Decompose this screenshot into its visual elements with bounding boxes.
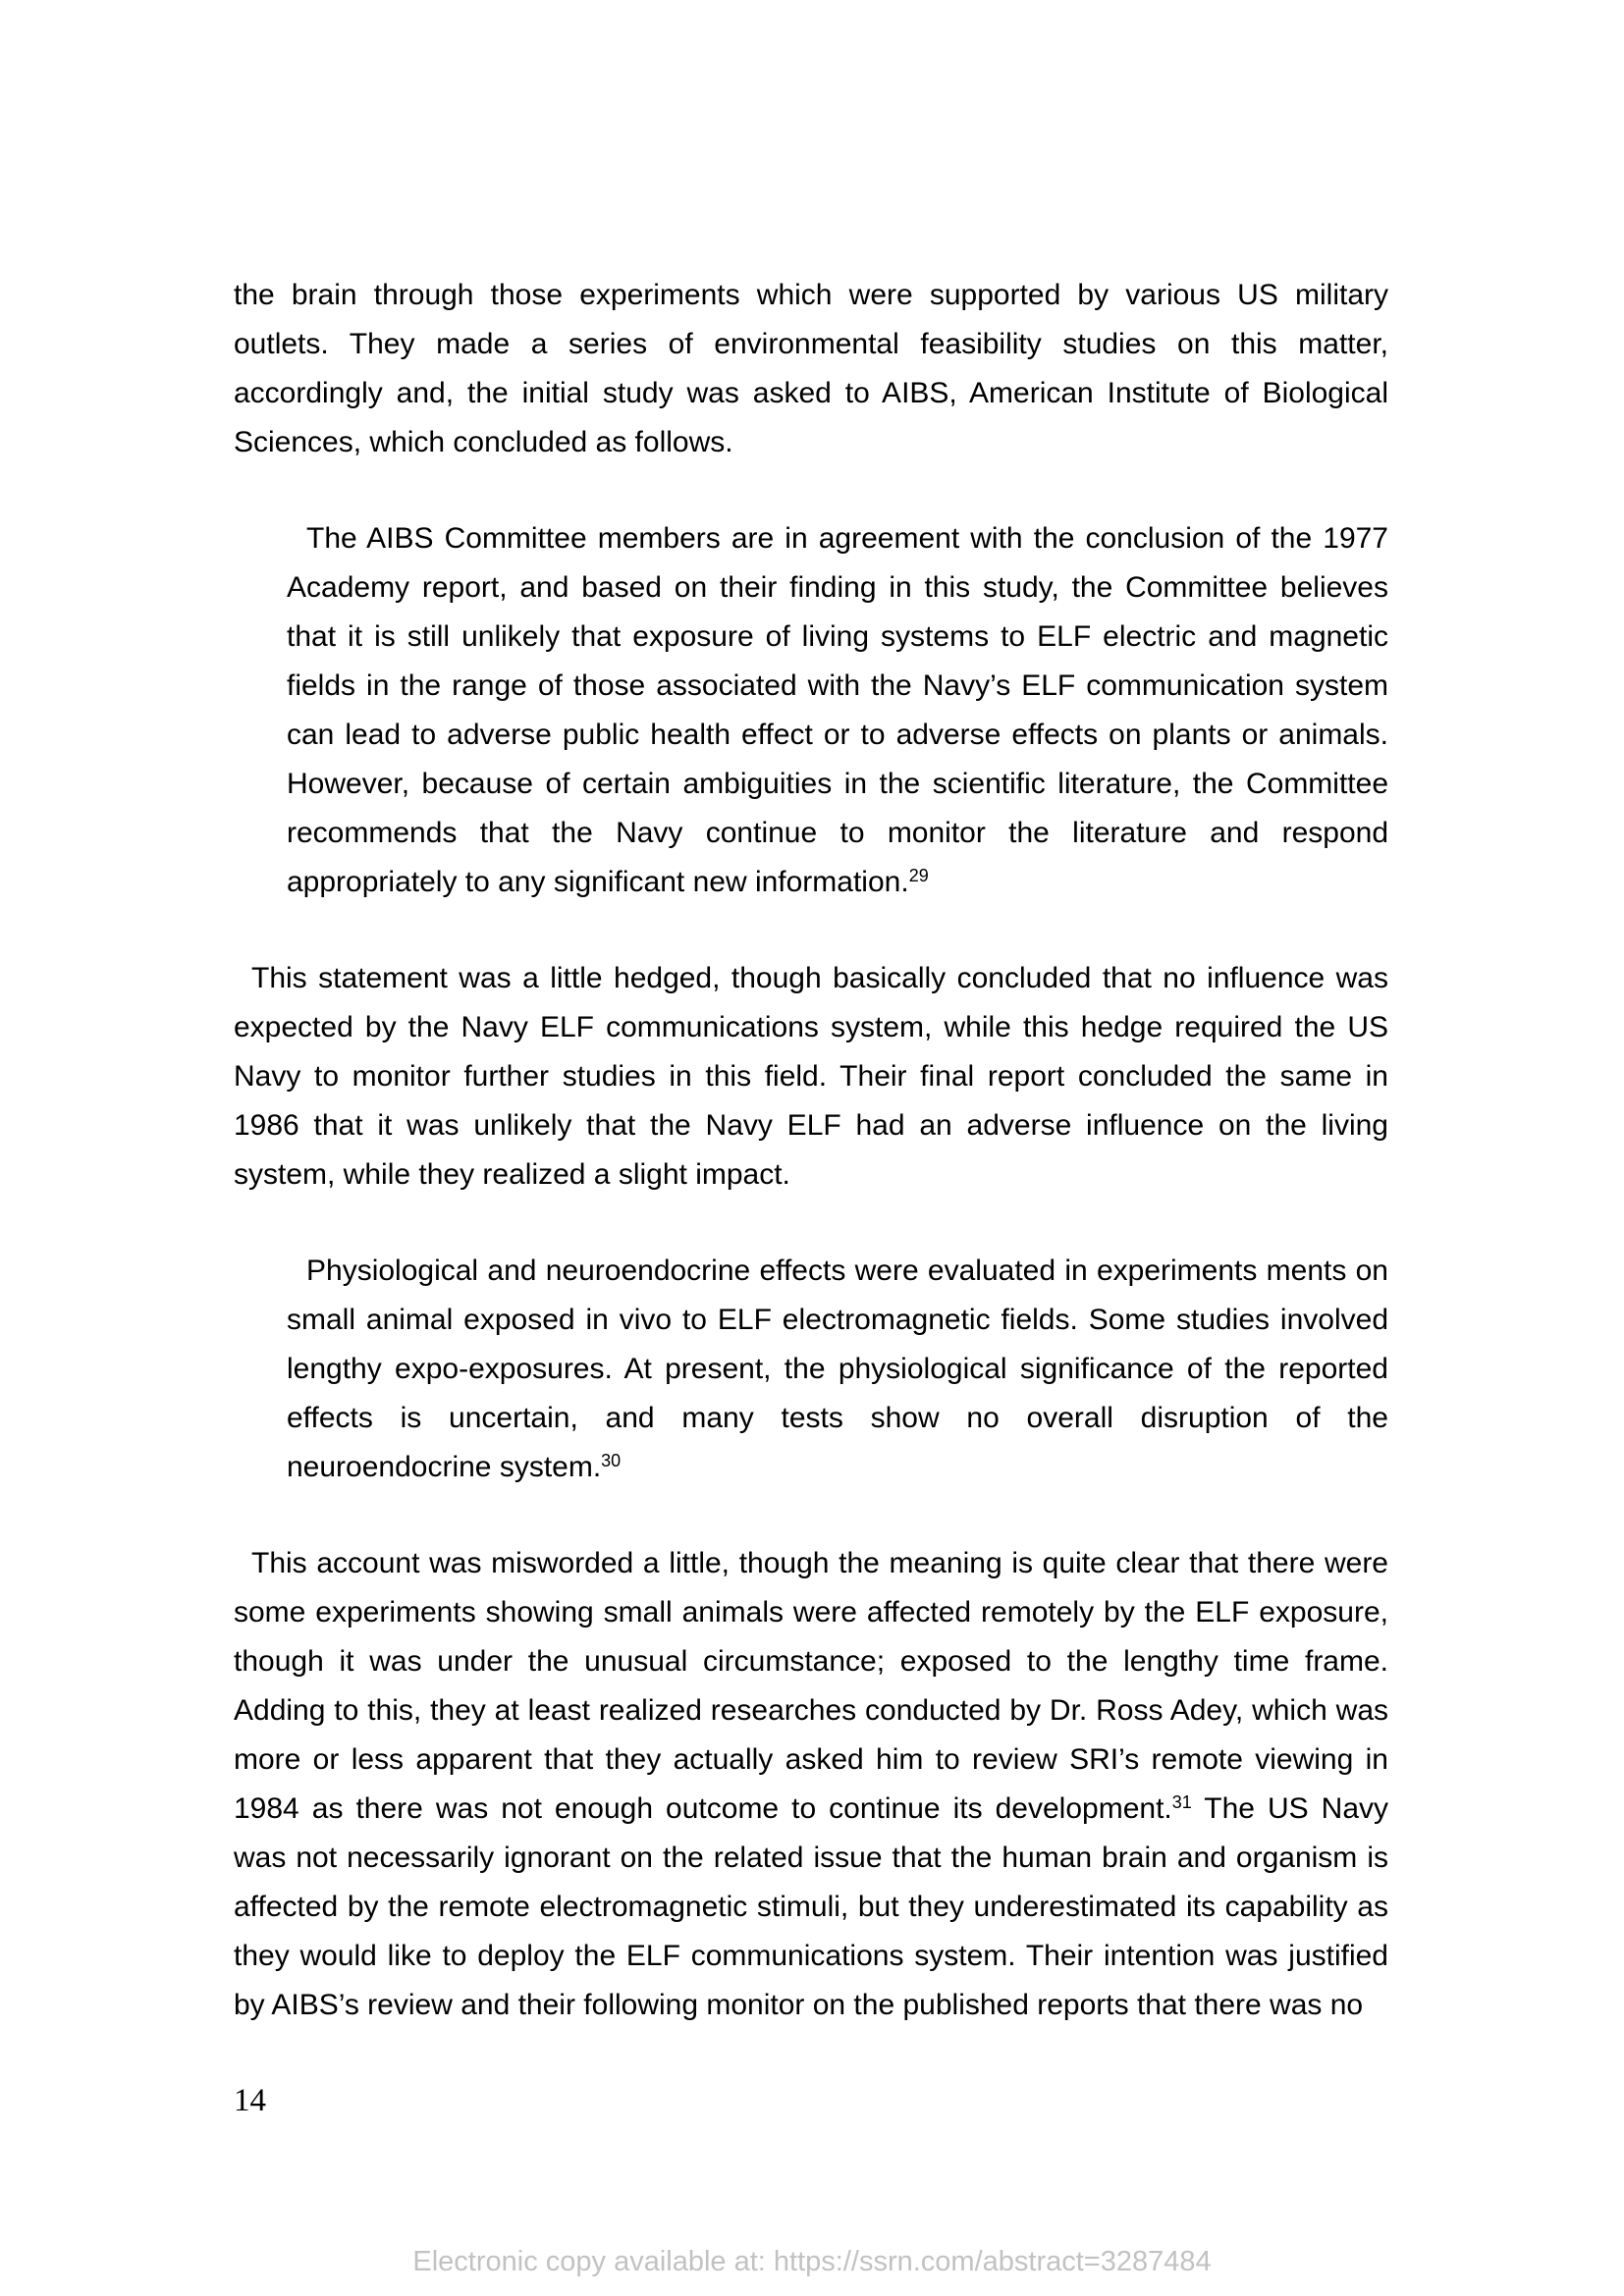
blockquote-physiological — [287, 1247, 1388, 1492]
paragraph-continued: the brain through those experiments which were supported by various US military outlets. They made a series of environmental feasibility studies on this matter, accordingly and, the initial study was asked to AIBS, American Institute of Biological Sciences, which concluded as follows. — [234, 279, 1388, 458]
paragraph-text: This account was misworded a little, though the meaning is quite clear that there were some experiments showing small animals were affected remotely by the ELF exposure, though it was under the unusual circumstance; exposed to the lengthy time frame. Adding to this, they at least realized researches conducted by Dr. Ross Adey, which was more or less apparent that they actually asked him to review SRI’s remote viewing in 1984 as there was not enough outcome to continue its development. — [234, 1547, 1388, 1825]
ssrn-footer-stamp: Electronic copy available at: https://ssrn.com/abstract=3287484 — [412, 2246, 1212, 2277]
blockquote-text: Physiological and neuroendocrine effects were evaluated in experiments ments on small animal exposed in vivo to ELF electromagnetic fields. Some studies involved lengthy expo-exposures. At present, the physiological significance of the reported effects is uncertain, and many tests show no overall disruption of the neuroendocrine system. — [287, 1255, 1388, 1483]
footnote-ref-30: 30 — [601, 1451, 622, 1471]
page-body — [234, 271, 1388, 2077]
paragraph-text: The US Navy was not necessarily ignorant on the related issue that the human brain and organism is affected by the remote electromagnetic stimuli, but they underestimated its capability as they would like to deploy the ELF communications system. Their intention was justified by AIBS’s review and their following monitor on the published reports that there was no — [234, 1792, 1389, 2021]
blockquote-text: The AIBS Committee members are in agreement with the conclusion of the 1977 Academy report, and based on their finding in this study, the Committee believes that it is still unlikely that exposure of living systems to ELF electric and magnetic fields in the range of those associated with the Navy’s ELF communication system can lead to adverse public health effect or to adverse effects on plants or animals. However, because of certain ambiguities in the scientific literature, the Committee recommends that the Navy continue to monitor the literature and respond appropriately to any significant new information. — [287, 522, 1388, 898]
page-number: 14 — [234, 2083, 266, 2118]
paragraph-account-misworded — [234, 1539, 1388, 2030]
footnote-ref-31: 31 — [1171, 1792, 1192, 1813]
blockquote-aibs-1977 — [287, 514, 1388, 907]
paragraph-statement-hedged: This statement was a little hedged, though basically concluded that no influence was expected by the Navy ELF communications system, while this hedge required the US Navy to monitor further studies in this field. Their final report concluded the same in 1986 that it was unlikely that the Navy ELF had an adverse influence on the living system, while they realized a slight impact. — [234, 962, 1388, 1191]
footnote-ref-29: 29 — [908, 866, 929, 886]
